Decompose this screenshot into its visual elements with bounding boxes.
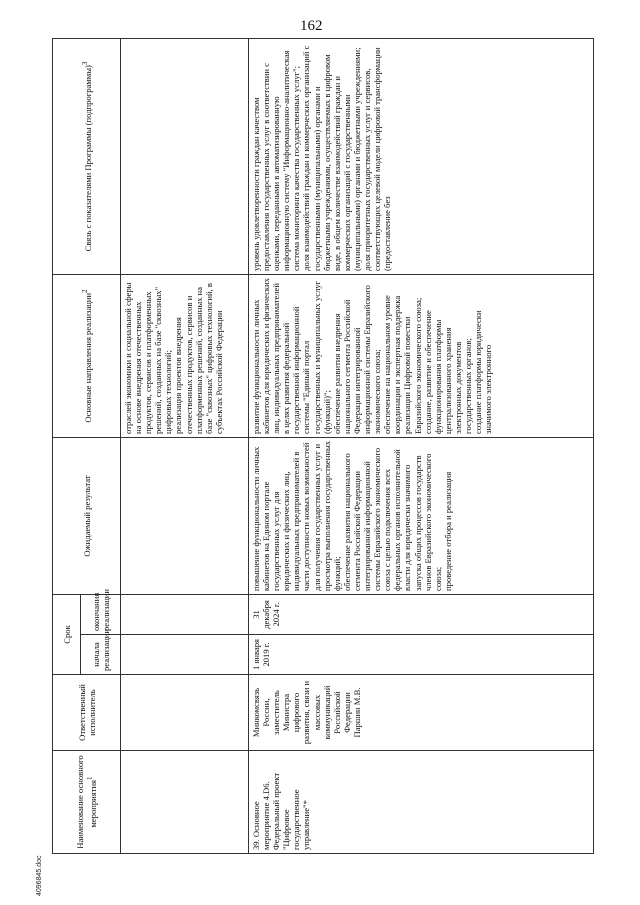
rotated-table-area [52,39,594,854]
header-term: Срок [53,594,81,674]
footer-code: 4096845.doc [36,855,43,896]
header-start: начала реализации [81,635,121,675]
table-row-continuation [121,38,249,853]
cell-directions: развитие функциональности личных кабинетов для юридических и физических лиц, индивидуальных предпринимателей в целях развития федеральной государственной информационной системы "Единый портал государственных и муниципальных услуг (функций)"; обеспечение развития внедрения национального сегмента Российской Федерации интегрированной информационной системы Евразийского экономического союза; обеспечение на национальном уровне координации и экспертная поддержка реализации Цифровой повестки Евразийского экономического союза; создание, развитие и обеспечение функционирования платформы централизованного хранения электронных документов государственных органов; создание платформы юридически значимого электронного [249,274,594,437]
cell-name: 39. Основное мероприятие 4.D6. Федеральный проект "Цифровое государственное управление"* [249,751,594,854]
page-number: 162 [300,18,323,34]
header-name: Наименование основного мероприятия$^1$ [53,751,121,854]
header-link: Связь с показателями Программы (подпрограммы)$^3$ [53,38,121,274]
cell-result: повышение функциональности личных кабинетов на Едином портале государственных услуг для юридических и физических лиц, индивидуальных предпринимателей в части доступности новых возможностей для получения государственных услуг и просмотра выполнения государственных функций; обеспечение развития национального сегмента Российской Федерации интегрированной информационной системы Евразийского экономического союза с целью подключения всех федеральных органов исполнительной власти для юридически значимого запуска общих процессов государств членов Евразийского экономического союза; проведение отбора и реализация [249,437,594,594]
header-directions: Основные направления реализации$^2$ [53,274,121,437]
program-table [52,38,594,854]
cell-start: 1 января 2019 г. [249,635,594,675]
cell-end: 31 декабря 2024 г. [249,594,594,634]
header-result: Ожидаемый результат [53,437,121,594]
cell-link: уровень удовлетворенности граждан качеством предоставления государственных услуг в соответствии с оценками, переданными в автоматизированную информационную систему "Информационно-аналитическая система мониторинга качества государственных услуг"; доля взаимодействий граждан и коммерческих организаций с государственными (муниципальными) органами и бюджетными учреждениями, осуществляемых в цифровом виде, в общем количестве взаимодействий граждан и коммерческих организаций с государственными (муниципальными) органами и бюджетными учреждениями; доля приоритетных государственных услуг и сервисов, соответствующих целевой модели цифровой трансформации (предоставление без [249,38,594,274]
table-row-39 [249,38,594,853]
header-end: окончания реализации [81,594,121,634]
cell-directions-continued: отраслей экономики и социальной сферы на основе внедрения отечественных продуктов, сервисов и платформенных решений, созданных на базе "сквозных" цифровых технологий; реализация проектов внедрения отечественных продуктов, сервисов и платформенных решений, созданных на базе "сквозных" цифровых технологий, в субъектах Российской Федерации [121,274,249,437]
header-responsible: Ответственный исполнитель [53,675,121,751]
cell-responsible: Минкомсвязь России, заместитель Министра цифрового развития, связи и массовых коммуникаций Российской Федерации Паршин М.В. [249,675,594,751]
